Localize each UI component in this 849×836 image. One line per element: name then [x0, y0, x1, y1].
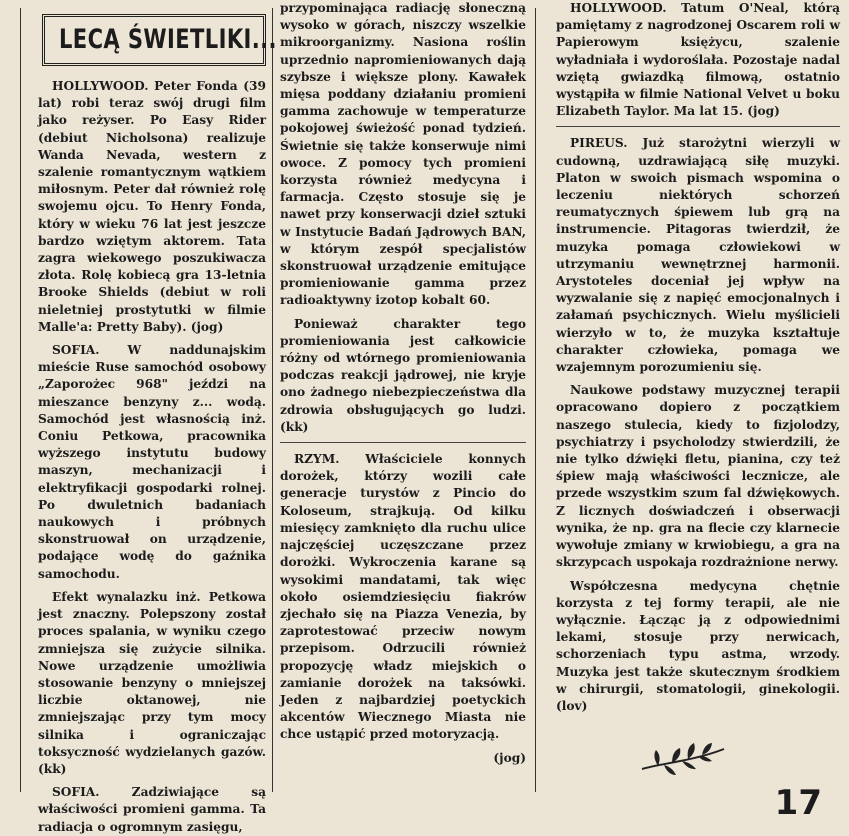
- article-hollywood-oneal: HOLLYWOOD. Tatum O'Neal, którą pamiętamy z nagrodzonej Oscarem roli w Papierowym księżycu, szalenie wyładniała i wydoroślała. Pozostaje nadal wziętą gwiazdką filmową, ostatnio wystąpiła w filmie National Velvet u boku Elizabeth Taylor. Ma lat 15. (jog): [556, 1, 840, 119]
- article-sofia-car: SOFIA. W naddunajskim mieście Ruse samochód osobowy „Zaporożec 968" jeździ na mieszance benzyny z... wodą. Samochód jest własnością inż. Coniu Petkowa, pracownika wyższego instytutu budowy maszyn, mechanizacji i elektryfikacji gospodarki rolnej. Po dwuletnich badaniach naukowych i próbnych skonstruował on urządzenie, podające wodę do gaźnika samochodu.: [38, 343, 266, 581]
- article-rzym: RZYM. Właściciele konnych dorożek, którzy wozili całe generacje turystów z Pincio do Koloseum, strajkują. Od kilku miesięcy zamknięto dla ruchu ulice najczęściej uczęszczane przez dorożki. Wykroczenia karane są wysokimi mandatami, tak więc około osiemdziesięciu fiakrów zjechało się na Piazza Venezia, by zaprotestować przeciw nowym przepisom. Odrzucili również propozycję władz miejskich o zamianie dorożek na taksówki. Jeden z najbardziej poetyckich akcentów Wiecznego Miasta nie chce ustąpić przed motoryzacją.: [280, 452, 526, 742]
- column-rule-middle: [272, 8, 273, 792]
- headline-box: [42, 14, 277, 66]
- page-number: 17: [774, 782, 822, 823]
- sprig-ornament-icon: [638, 735, 728, 779]
- article-divider: [280, 442, 526, 443]
- article-sofia-gamma-start: SOFIA. Zadziwiające są właściwości promieni gamma. Ta radiacja o ogromnym zasięgu,: [38, 785, 266, 834]
- article-divider: [556, 126, 840, 127]
- article-sofia-gamma-end: Ponieważ charakter tego promieniowania jest całkowicie różny od wtórnego promieniowania podczas reakcji jądrowej, nie kryje ono żadnego niebezpieczeństwa dla zdrowia obsługujących go ludzi. (kk): [280, 316, 526, 434]
- article-rzym-signature: (jog): [493, 750, 526, 765]
- column-3: [536, 0, 848, 823]
- column-2: [274, 0, 530, 800]
- column-1: [12, 0, 277, 834]
- headline: LECĄ ŚWIETLIKI...: [59, 24, 277, 56]
- article-sofia-car-effect: Efekt wynalazku inż. Petkowa jest znaczny. Polepszony został proces spalania, w wyniku czego zmniejsza się zużycie silnika. Nowe urządzenie umożliwia stosowanie benzyny o mniejszej liczbie oktanowej, nie zmniejszając przy tym mocy silnika i ograniczając toksyczność wydzielanych gazów. (kk): [38, 589, 266, 776]
- article-pireus-medicine: Współczesna medycyna chętnie korzysta z tej formy terapii, ale nie wyłącznie. Łącząc ją z odpowiednimi lekami, stosuje przy nerwicach, schorzeniach typu astma, wrzody. Muzyka jest także skutecznym środkiem w chirurgii, stomatologii, ginekologii. (lov): [556, 578, 840, 713]
- article-pireus-science: Naukowe podstawy muzycznej terapii opracowano dopiero z początkiem naszego stulecia, kiedy to fizjolodzy, psychiatrzy i psycholodzy stwierdzili, że nie tylko dźwięki fletu, pianina, czy też śpiew mają właściwości lecznicze, ale przede wszystkim szum fal dźwiękowych. Z licznych doświadczeń i obserwacji wynika, że np. gra na flecie czy klarnecie wywołuje zmiany w krwiobiegu, a gra na skrzypcach uspokaja rozdrażnione nerwy.: [556, 383, 840, 570]
- article-sofia-gamma-cont: przypominająca radiację słoneczną wysoko w górach, niszczy wszelkie mikroorganizmy. Nasiona roślin uprzednio napromieniowanych dają szybsze i większe plony. Kawałek mięsa poddany działaniu promieni gamma zachowuje w temperaturze pokojowej świeżość ponad tydzień. Świetnie się także konserwuje nimi owoce. Z pomocy tych promieni korzysta również medycyna i farmacja. Często stosuje się je nawet przy konserwacji dzieł sztuki w Instytucie Badań Jądrowych BAN, w którym zespół specjalistów skonstruował urządzenie emitujące promieniowanie gamma przez radioaktywny izotop kobalt 60.: [280, 1, 526, 308]
- article-pireus: PIREUS. Już starożytni wierzyli w cudowną, uzdrawiającą siłę muzyki. Platon w swoich pismach wspomina o leczeniu niektórych schorzeń reumatycznych śpiewem lub grą na instrumencie. Pitagoras twierdził, że muzyka pomaga człowiekowi w utrzymaniu wewnętrznej harmonii. Arystoteles doceniał jej wpływ na wyzwalanie się z napięć emocjonalnych i załamań psychicznych. Wielu myślicieli wierzyło w to, że muzyka kształtuje charakter człowieka, pomaga we wzajemnym porozumieniu się.: [556, 136, 840, 375]
- article-hollywood-fonda: HOLLYWOOD. Peter Fonda (39 lat) robi teraz swój drugi film jako reżyser. Po Easy Rider (debiut Nicholsona) realizuje Wanda Nevada, western z szalenie romantycznym wątkiem miłosnym. Peter dał również rolę swojemu ojcu. To Henry Fonda, który w wieku 76 lat jest jeszcze bardzo wziętym aktorem. Tata zagra wiekowego poszukiwacza złota. Rolę kobiecą gra 13-letnia Brooke Shields (debiut w roli nieletniej prostytutki w filmie Malle'a: Pretty Baby). (jog): [38, 79, 266, 334]
